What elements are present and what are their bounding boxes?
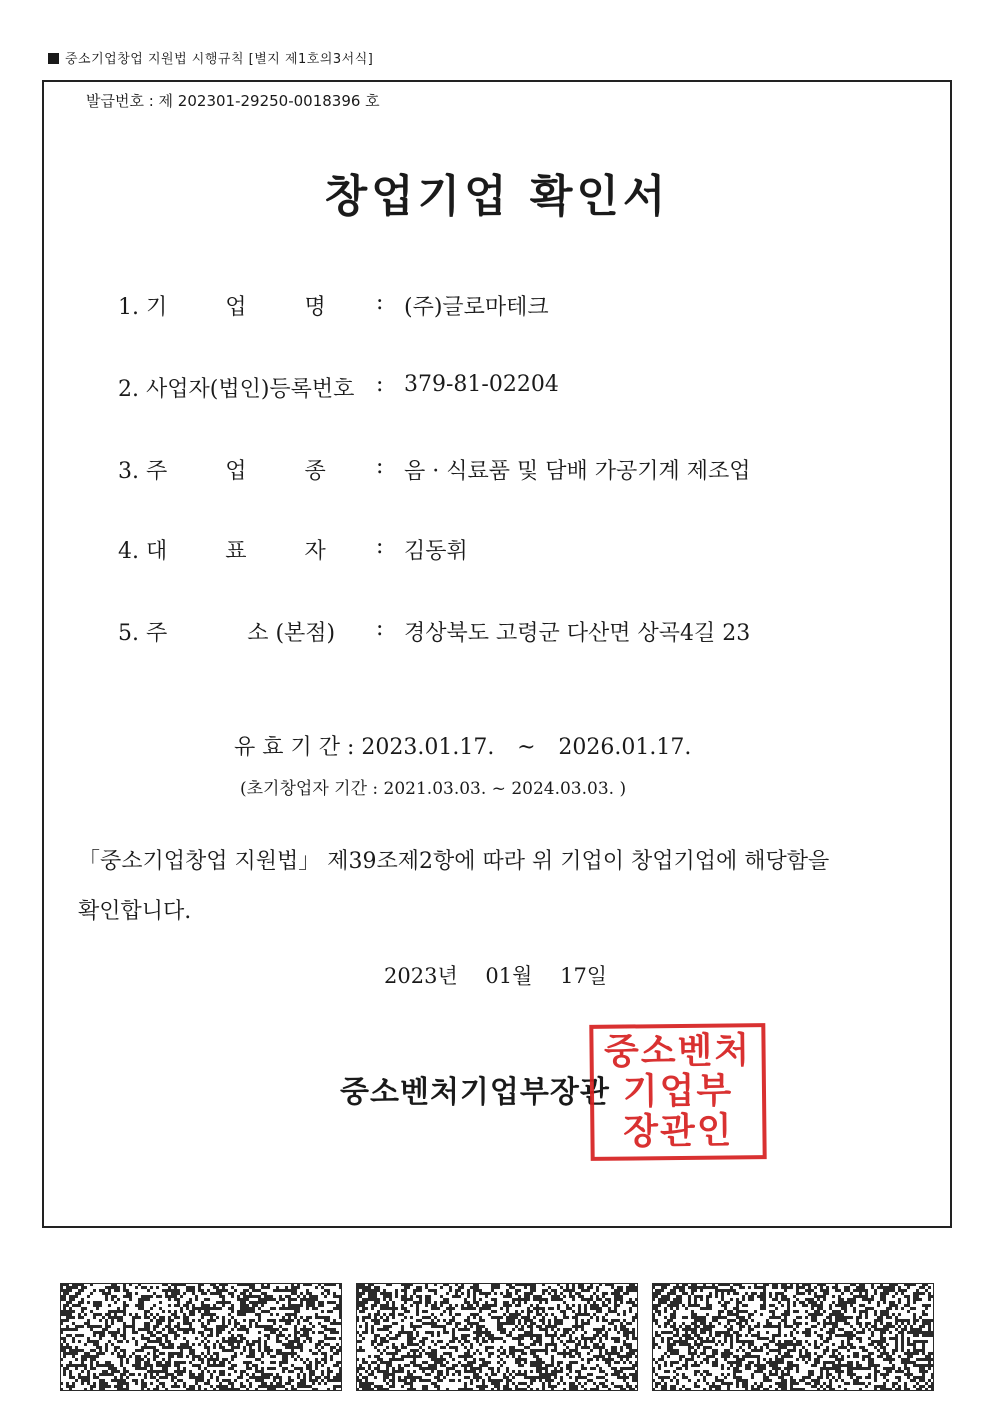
seal-line: 기업부 [622, 1070, 734, 1113]
verification-barcode [60, 1283, 342, 1391]
barcode-pattern [356, 1283, 638, 1391]
barcode-pattern [652, 1283, 934, 1391]
validity-label: 유 효 기 간 : [234, 735, 355, 760]
field-colon: : [376, 290, 384, 315]
issue-number: 발급번호 : 제 202301-29250-0018396 호 [86, 92, 380, 110]
field-colon: : [376, 372, 384, 397]
validity-from: 2023.01.17. [361, 735, 495, 760]
square-bullet-icon [48, 53, 59, 64]
validity-period [234, 730, 691, 761]
early-startup-period: (초기창업자 기간 : 2021.03.03. ~ 2024.03.03. ) [240, 779, 627, 799]
field-value: (주)글로마테크 [404, 295, 549, 320]
document-title: 창업기업 확인서 [324, 171, 670, 222]
barcode-pattern [60, 1283, 342, 1391]
seal-line: 중소벤처 [603, 1030, 752, 1073]
form-label-text: 중소기업창업 지원법 시행규칙 [별지 제1호의3서식] [65, 52, 374, 67]
field-label: 1. 기 업 명 [118, 295, 326, 320]
form-label [48, 48, 373, 67]
official-seal [589, 1023, 766, 1161]
field-value: 김동휘 [404, 539, 468, 564]
verification-barcode [652, 1283, 934, 1391]
field-value: 음 · 식료품 및 담배 가공기계 제조업 [404, 459, 751, 484]
field-colon: : [376, 454, 384, 479]
certificate-frame [42, 80, 952, 1228]
field-label: 3. 주 업 종 [118, 459, 326, 484]
issuer-name: 중소벤처기업부장관 [340, 1075, 610, 1110]
validity-to: 2026.01.17. [558, 735, 692, 760]
issue-date: 2023년 01월 17일 [384, 964, 608, 988]
statement-line: 「중소기업창업 지원법」 제39조제2항에 따라 위 기업이 창업기업에 해당함을 [78, 849, 830, 874]
field-value: 경상북도 고령군 다산면 상곡4길 23 [404, 621, 751, 646]
field-label: 5. 주 소 (본점) [118, 621, 336, 646]
field-colon: : [376, 616, 384, 641]
seal-line: 장관인 [623, 1110, 734, 1153]
validity-separator: ~ [517, 735, 536, 760]
field-colon: : [376, 534, 384, 559]
verification-barcode [356, 1283, 638, 1391]
statement-line: 확인합니다. [78, 899, 192, 924]
field-label: 4. 대 표 자 [118, 539, 326, 564]
field-label: 2. 사업자(법인)등록번호 [118, 377, 355, 402]
field-value: 379-81-02204 [404, 372, 559, 397]
